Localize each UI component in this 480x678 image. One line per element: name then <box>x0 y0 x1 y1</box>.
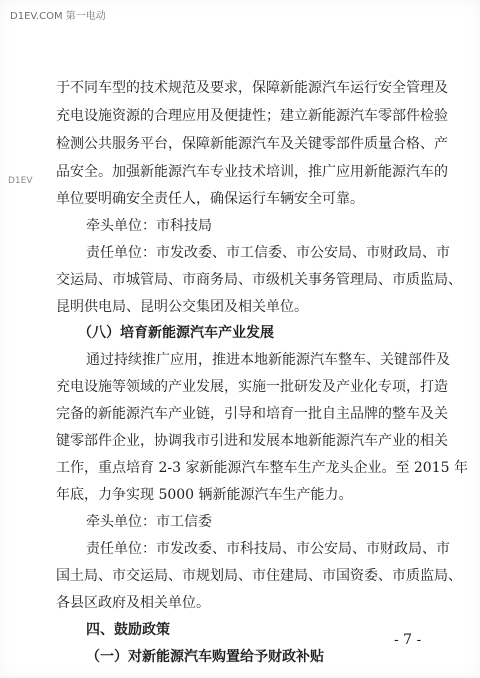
lead-unit-line: 牵头单位：市科技局 <box>86 218 212 234</box>
watermark-side: D1EV <box>8 176 33 186</box>
chapter-heading: 四、鼓励政策 <box>86 622 170 638</box>
paragraph-line: 各县区政府及相关单位。 <box>56 595 210 611</box>
responsible-unit-line: 责任单位：市发改委、市工信委、市公安局、市财政局、市 <box>86 245 450 261</box>
paragraph-line: 充电设施资源的合理应用及便捷性；建立新能源汽车零部件检验 <box>56 108 448 124</box>
watermark-top: D1EV.COM 第一电动 <box>10 11 106 22</box>
paragraph-line: 充电设施等领域的产业发展，实施一批研发及产业化专项，打造 <box>56 379 448 395</box>
paragraph-line: 交运局、市城管局、市商务局、市级机关事务管理局、市质监局、 <box>56 272 462 288</box>
paragraph-line: 品安全。加强新能源汽车专业技术培训，推广应用新能源汽车的 <box>56 164 448 180</box>
paragraph-line: 年底，力争实现 5000 辆新能源汽车生产能力。 <box>56 487 353 503</box>
paragraph-line: 昆明供电局、昆明公交集团及相关单位。 <box>56 299 308 315</box>
paragraph-line: 单位要明确安全责任人，确保运行车辆安全可靠。 <box>56 191 364 207</box>
paragraph-line: 国土局、市交运局、市规划局、市住建局、市国资委、市质监局、 <box>56 568 462 584</box>
section-heading: （八）培育新能源汽车产业发展 <box>78 325 274 341</box>
lead-unit-line: 牵头单位：市工信委 <box>86 514 212 530</box>
page-number: - 7 - <box>394 632 422 648</box>
responsible-unit-line: 责任单位：市发改委、市科技局、市公安局、市财政局、市 <box>86 541 450 557</box>
paragraph-line: 键零部件企业，协调我市引进和发展本地新能源汽车产业的相关 <box>56 433 448 449</box>
paragraph-line: 通过持续推广应用，推进本地新能源汽车整车、关键部件及 <box>86 352 450 368</box>
paragraph-line: 完备的新能源汽车产业链，引导和培育一批自主品牌的整车及关 <box>56 406 448 422</box>
paragraph-line: 工作，重点培育 2-3 家新能源汽车整车生产龙头企业。至 2015 年 <box>56 460 468 476</box>
paragraph-line: 于不同车型的技术规范及要求，保障新能源汽车运行安全管理及 <box>56 80 448 96</box>
paragraph-line: 检测公共服务平台，保障新能源汽车及关键零部件质量合格、产 <box>56 136 448 152</box>
section-heading: （一）对新能源汽车购置给予财政补贴 <box>86 649 324 665</box>
